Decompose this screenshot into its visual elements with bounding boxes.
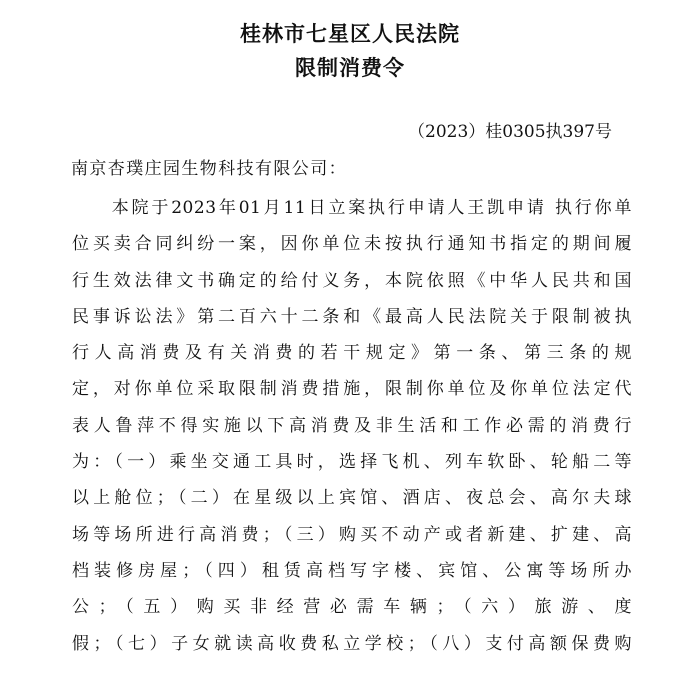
- order-body: [72, 190, 632, 662]
- body-line: 本院于2023年01月11日立案执行申请人王凯申请 执行你单: [72, 198, 632, 218]
- body-line: 假；（七）子女就读高收费私立学校；（八）支付高额保费购: [72, 633, 632, 654]
- addressee: 南京杏璞庄园生物科技有限公司：: [71, 159, 347, 179]
- body-line: 行生效法律文书确定的给付义务，本院依照《中华人民共和国: [72, 270, 632, 291]
- body-line: 档装修房屋；（四）租赁高档写字楼、宾馆、公寓等场所办: [72, 560, 632, 581]
- body-line: 民事诉讼法》第二百六十二条和《最高人民法院关于限制被执: [72, 306, 632, 327]
- body-line: 行人高消费及有关消费的若干规定》第一条、第三条的规: [72, 343, 632, 364]
- body-line: 表人鲁萍不得实施以下高消费及非生活和工作必需的消费行: [72, 415, 632, 436]
- body-line: 位买卖合同纠纷一案，因你单位未按执行通知书指定的期间履: [72, 234, 632, 255]
- court-name: 桂林市七星区人民法院: [240, 22, 460, 46]
- body-line: 场等场所进行高消费；（三）购买不动产或者新建、扩建、高: [72, 524, 632, 545]
- body-line: 为：（一）乘坐交通工具时，选择飞机、列车软卧、轮船二等: [72, 452, 632, 473]
- order-title: 限制消费令: [295, 56, 405, 80]
- case-number: （2023）桂0305执397号: [408, 122, 612, 142]
- body-line: 以上舱位；（二）在星级以上宾馆、酒店、夜总会、高尔夫球: [72, 488, 632, 509]
- body-line: 定，对你单位采取限制消费措施，限制你单位及你单位法定代: [72, 379, 632, 400]
- body-line: 公；（五）购买非经营必需车辆；（六）旅游、度: [72, 597, 632, 618]
